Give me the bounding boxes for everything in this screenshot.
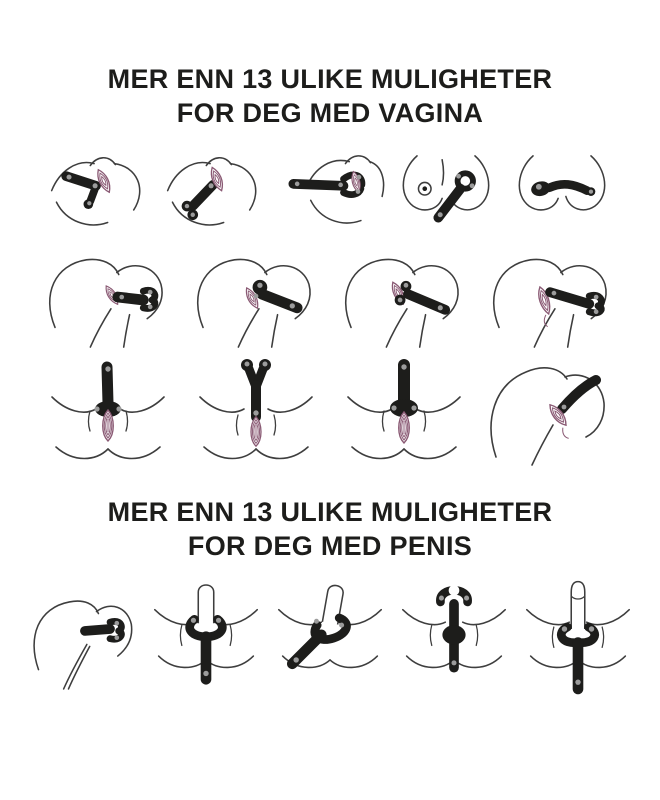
illustration-front-view-toy-upright [38,353,178,471]
toy-shape [562,380,596,409]
illustration-breasts-toy-lying-across [506,146,618,243]
illustration-side-profile-toy-toward-front [42,146,154,243]
rear-view-toy-fork-sideways-icon [483,249,621,351]
rear-view-toy-fork-out-penis-icon [23,571,141,716]
heading-penis-line1: MER ENN 13 ULIKE MULIGHETER [107,497,553,528]
heading-vagina [20,62,640,130]
heading-vagina-line1: MER ENN 13 ULIKE MULIGHETER [107,64,553,94]
side-view-toy-curved-up-icon [482,353,622,471]
breasts-toy-lying-across-icon [506,146,618,243]
front-view-toy-upright-flared-icon [334,353,474,471]
toy-shape [66,176,96,209]
illustration-front-view-toy-fork-upright [186,353,326,471]
penis-outline [571,582,585,629]
illustration-front-view-toy-over-penis [395,571,513,716]
side-profile-toy-toward-front-icon [42,146,154,243]
illustration-front-view-penis-ring-handle-down [147,571,265,716]
rear-view-toy-fork-out-icon [39,249,177,351]
illustration-rear-view-toy-fork-out-penis [23,571,141,716]
front-view-toy-upright-icon [38,353,178,471]
heading-vagina-line2: FOR DEG MED VAGINA [176,98,484,129]
front-view-toy-fork-upright-icon [186,353,326,471]
toy-shape [550,292,601,313]
side-profile-toy-horizontal-icon [274,146,386,243]
rear-view-toy-fork-diagonal-icon [335,249,473,351]
front-view-toy-over-penis-icon [395,571,513,716]
heading-penis [20,495,640,563]
section-penis [0,471,660,716]
rear-view-toy-knob-diagonal-icon [187,249,325,351]
front-view-penis-ring-long-handle-icon [519,571,637,716]
illustration-front-view-toy-upright-flared [334,353,474,471]
vulva-detail [251,417,261,446]
illustration-row-4 [0,571,660,716]
illustration-rear-view-toy-fork-diagonal [335,249,473,351]
illustration-row-3 [0,353,660,471]
illustration-front-view-penis-ring-handle-diagonal [271,571,389,716]
illustration-rear-view-toy-knob-diagonal [187,249,325,351]
illustration-row-1 [0,146,660,243]
front-view-penis-ring-handle-down-icon [147,571,265,716]
toy-shape [395,281,446,310]
toy-shape [190,619,223,679]
toy-shape [241,359,271,417]
illustration-side-view-toy-curved-up [482,353,622,471]
breasts-toy-ring-on-nipple-icon [390,146,502,243]
body-outline [34,601,132,689]
heading-penis-line2: FOR DEG MED PENIS [187,531,473,562]
illustration-row-2 [0,249,660,351]
illustration-breasts-toy-ring-on-nipple [390,146,502,243]
vulva-detail [103,410,114,441]
vulva-detail [399,412,410,443]
illustration-side-profile-toy-horizontal [274,146,386,243]
illustration-rear-view-toy-fork-sideways [483,249,621,351]
illustration-side-profile-toy-angled-down [158,146,270,243]
toy-shape [182,185,213,220]
illustration-front-view-penis-ring-long-handle [519,571,637,716]
front-view-penis-ring-handle-diagonal-icon [271,571,389,716]
penis-outline [198,585,213,623]
illustration-rear-view-toy-fork-out [39,249,177,351]
toy-shape [440,585,467,668]
side-profile-toy-angled-down-icon [158,146,270,243]
